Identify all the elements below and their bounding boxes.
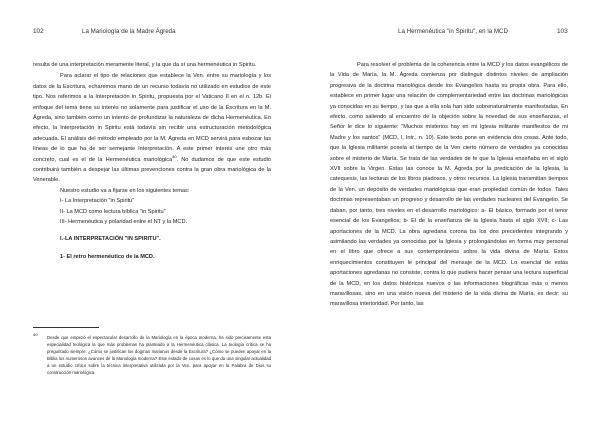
section-heading: I.-LA INTERPRETACIÓN "IN SPIRITU". xyxy=(60,235,161,242)
outline-list xyxy=(33,196,271,227)
paragraph-text: . No dudamos de que este estudio contribuirá también a despejar las últimas prevenciones contra la gran obra mariológica de la Venerable. xyxy=(33,156,271,184)
list-item: III- Hermenéutica y polaridad entre el NT y la MCD. xyxy=(60,219,188,226)
right-body xyxy=(330,60,568,310)
list-item: I- La Interpretación "in Spiritu" xyxy=(60,198,135,205)
paragraph-text: Para aclarar el tipo de relaciones que establece la Ven. entre su mariología y los datos de la Escritura, echaremos mano de un recurso todavía no utilizado en estudios de este tipo. Nos referimos a la Interpretación in Spiritu, propuesta por el Vaticano II en el n. 12b. El enfoque del tema tiene su interés no solamente para justificar el uso de la Escritura en la M. Ágreda, sino también como un intento de profundizar la naturaleza de dicha Hermenéutica. En efecto, la Interpretación in Spiritu está todavía sin recibir una estructuración metodológica adecuada. El análisis del método empleado por la M. Ágreda en MCD servirá para esbozar las líneas de lo que ha de ser semejante Interpretación. A este primer interés une otro más concreto, cual es el de la Hermenéutica mariológica xyxy=(33,73,271,163)
running-header: La Hermenéutica "in Spiritu", en la MCD xyxy=(398,28,508,35)
footnote: 40 Desde que empezó el espectacular desarrollo de la Mariología en la época moderna, ha sido precisamente esta especialidad teológica la que más problemas ha planteado a la Hermenéutica clásica. La teología crítica se ha preguntado siempre: ¿Cómo se justifican los dogmas marianos desde la Escritura? ¿Cómo se pueden apoyar en la Biblia los numerosos avances de la Mariología moderna? Este estado de cosas es lo que da una singular actualidad a un estudio crítico sobre la técnica interpretativa utilizada por la Ven. para apoyar en la Palabra de Dios su construcción mariológica. xyxy=(33,332,271,375)
list-item: II- La MCD como lectura bíblica "in Spiritu" xyxy=(60,208,166,215)
page-number: 103 xyxy=(557,28,568,35)
paragraph xyxy=(33,71,271,185)
right-page xyxy=(300,0,600,423)
paragraph: Para resolver el problema de la coherencia entre la MCD y los datos evangélicos de la Vida de María, la M. Ágreda comienza por distinguir distintos niveles de ampliación progresiva de la doctrina mariológica desde los Evangelios hasta su propia obra. Para ello, establece en primer lugar una relación de complementariedad entre las doctrinas mariológicas ya conocidas en su tiempo, y las que a ella sola han sido sobrenaturalmente manifestadas. En efecto, como saliendo al encuentro de la objeción sobre la novedad de sus enseñanzas, el Señor le dice lo siguiente: "Muchos misterios hay en mi Iglesia militante manifiestos de mi Madre y los santos" (MCD, I, Intr., n. 10). Este texto pone en evidencia dos cosas. Ante todo, que la Iglesia militante posela al tiempo de la Ven cierto número de verdades ya conocidas sobre el misterio de María. Se trata de las verdades de fe que la Iglesia enseñaba en el siglo XVII sobre la Virgen. Estas las conoce la M. Ágreda por la predicación de la Iglesia, la catequesis, las lecturas de los libros piadosos, y otros recursos. La Iglesia transmitían tiempos de la Ven. un depósito de verdades mariológicas que eran propiedad común de todos. Tales doctrinas representaban un progreso y desarrollo de las verdades nucleares del Evangelio. Se daban, por tanto, tres niveles en el desarrollo mariológico: a- El básico, formado por el tenor esencial de los Evangelios; b- El de la enseñanza de la Iglesia hasta el siglo XVII; c- Las aportaciones de la MCD. La obra agredana corona ba los dos precedentes integrando y asimilando las verdades ya conocidas por la Iglesia y prolongándolas en forma muy personal en el libro que ofrece a sus contemporáneos sobre la vida divina de María. Estos enriquecimientos constituyen le principal del mensaje de la MCD. Lo esencial de estas aportaciones agredanas no consiste, contra lo que pudiera hacer pensar una lectura superficial de la MCD, en los datos históricos nuevos o las informaciones biográficas más o menos maravillosas, sino en una visión nueva del misterio de la vida divina de María, es decir: su maravillosa interioridad. Por tanto, las xyxy=(330,62,568,308)
footnote-reference[interactable]: 40 xyxy=(172,153,177,159)
footnote-text: Desde que empezó el espectacular desarrollo de la Mariología en la época moderna, ha sido precisamente esta especialidad teológica la que más problemas ha planteado a la Hermenéutica clásica. La teología crítica se ha preguntado siempre: ¿Cómo se justifican los dogmas marianos desde la Escritura? ¿Cómo se pueden apoyar en la Biblia los numerosos avances de la Mariología moderna? Este estado de cosas es lo que da una singular actualidad a un estudio crítico sobre la técnica interpretativa utilizada por la Ven. para apoyar en la Palabra de Dios su construcción mariológica. xyxy=(47,335,271,375)
page-number: 102 xyxy=(33,28,44,35)
footnote-divider xyxy=(33,327,99,328)
subsection-heading: 1- El retro hermenéutico de la MCD. xyxy=(60,253,155,260)
outline-intro: Nuestro estudio va a fijarse en los siguientes temas: xyxy=(60,187,190,194)
running-header: La Mariología de la Madre Ágreda xyxy=(82,28,176,35)
left-body xyxy=(33,60,271,263)
paragraph: resulta de una interpretación meramente literal, y la que da sí una hermenéutica in Spiritu. xyxy=(33,62,257,68)
